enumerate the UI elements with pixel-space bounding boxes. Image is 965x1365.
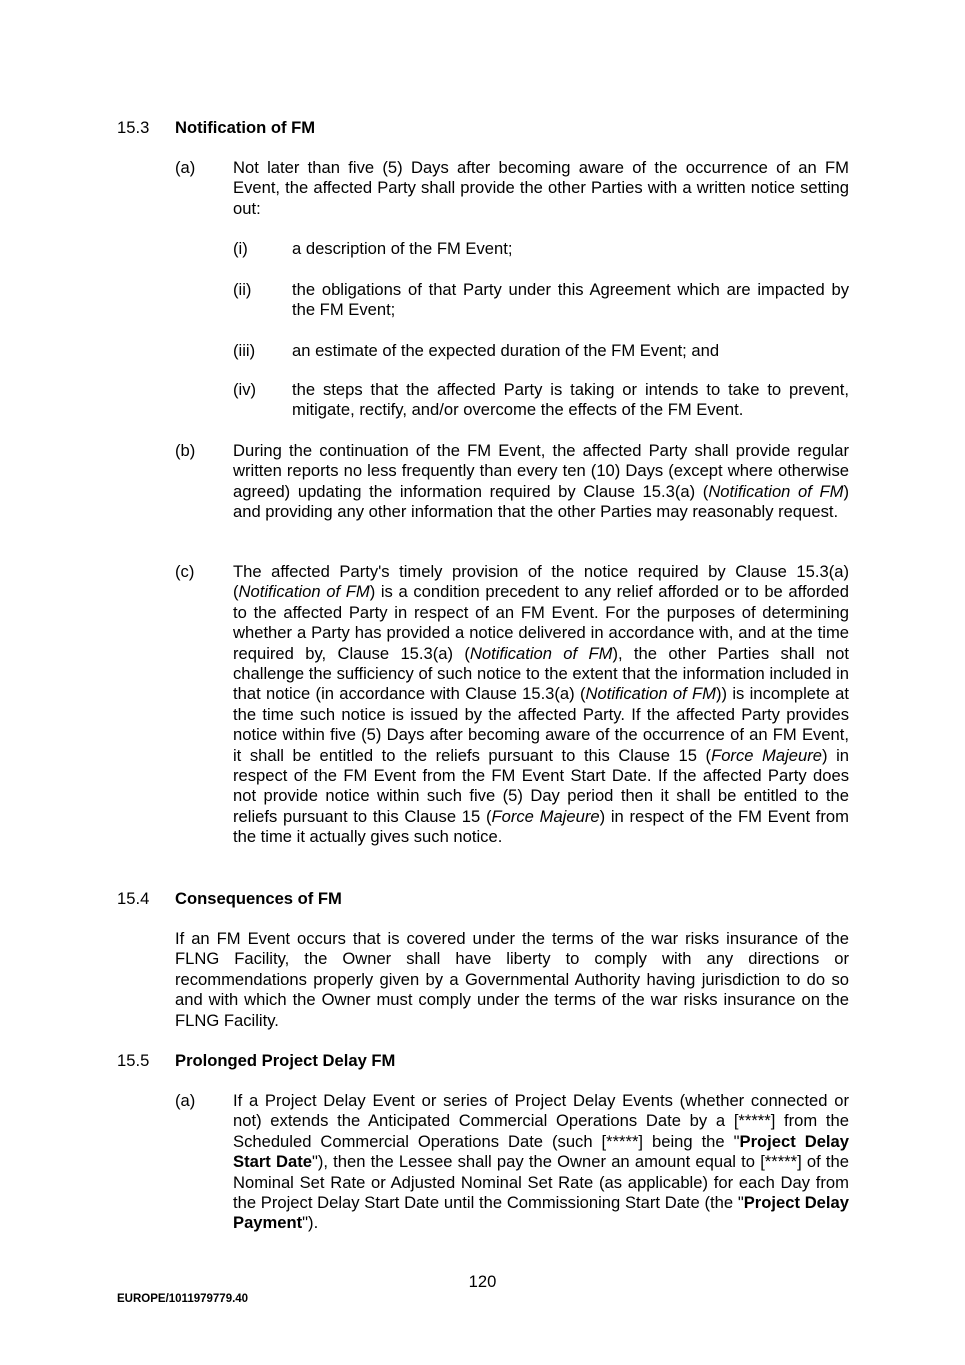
item-label: (iii) [233, 341, 256, 360]
clause-label: (a) [175, 1091, 196, 1110]
clause-label: (a) [175, 158, 196, 177]
document-id: EUROPE/1011979779.40 [117, 1293, 249, 1305]
clause-text: The affected Party's timely provision of the notice required by Clause 15.3(a) (Notification of FM) is a condition precedent to any relief afforded or to be afforded to the affected Party in respect of an FM Event. For the purposes of determining whether a Party has provided a notice delivered in accordance with, and at the time required by, Clause 15.3(a) (Notification of FM), the other Parties shall not challenge the sufficiency of such notice to the extent that the information included in that notice (in accordance with Clause 15.3(a) (Notification of FM)) is incomplete at the time such notice is issued by the affected Party. If the affected Party provides notice within five (5) Days after becoming aware of the occurrence of an FM Event, it shall be entitled to the reliefs pursuant to this Clause 15 (Force Majeure) in respect of the FM Event from the FM Event Start Date. If the affected Party does not provide notice within such five (5) Day period then it shall be entitled to the reliefs pursuant to this Clause 15 (Force Majeure) in respect of the FM Event from the time it actually gives such notice. [233, 562, 850, 847]
item-text: an estimate of the expected duration of the FM Event; and [292, 341, 720, 360]
item-text: the obligations of that Party under this Agreement which are impacted by the FM Event; [292, 280, 849, 320]
clause-label: (b) [175, 441, 196, 460]
page-number: 120 [468, 1272, 497, 1291]
clause-label: (c) [175, 562, 195, 581]
section-number: 15.5 [117, 1051, 150, 1070]
section-title: Consequences of FM [175, 889, 342, 908]
clause-text: Not later than five (5) Days after becoming aware of the occurrence of an FM Event, the affected Party shall provide the other Parties with a written notice setting out: [233, 158, 849, 218]
item-text: the steps that the affected Party is taking or intends to take to prevent, mitigate, rectify, and/or overcome the effects of the FM Event. [292, 380, 849, 420]
section-title: Notification of FM [175, 118, 316, 137]
item-label: (ii) [233, 280, 252, 299]
section-number: 15.3 [117, 118, 150, 137]
section-text: If an FM Event occurs that is covered under the terms of the war risks insurance of the FLNG Facility, the Owner shall have liberty to comply with any directions or recommendations properly given by a Governmental Authority having jurisdiction to do so and with which the Owner must comply under the terms of the war risks insurance on the FLNG Facility. [175, 929, 849, 1030]
item-label: (iv) [233, 380, 257, 399]
section-title: Prolonged Project Delay FM [175, 1051, 396, 1070]
item-text: a description of the FM Event; [292, 239, 513, 258]
item-label: (i) [233, 239, 248, 258]
clause-text: If a Project Delay Event or series of Project Delay Events (whether connected or not) extends the Anticipated Commercial Operations Date by a [*****] from the Scheduled Commercial Operations Date (such [*****] being the "Project Delay Start Date"), then the Lessee shall pay the Owner an amount equal to [*****] of the Nominal Set Rate or Adjusted Nominal Set Rate (as applicable) for each Day from the Project Delay Start Date until the Commissioning Start Date (the "Project Delay Payment"). [233, 1091, 849, 1233]
section-number: 15.4 [117, 889, 150, 908]
clause-text: During the continuation of the FM Event, the affected Party shall provide regular written reports no less frequently than every ten (10) Days (except where otherwise agreed) updating the information required by Clause 15.3(a) (Notification of FM) and providing any other information that the other Parties may reasonably request. [233, 441, 850, 522]
